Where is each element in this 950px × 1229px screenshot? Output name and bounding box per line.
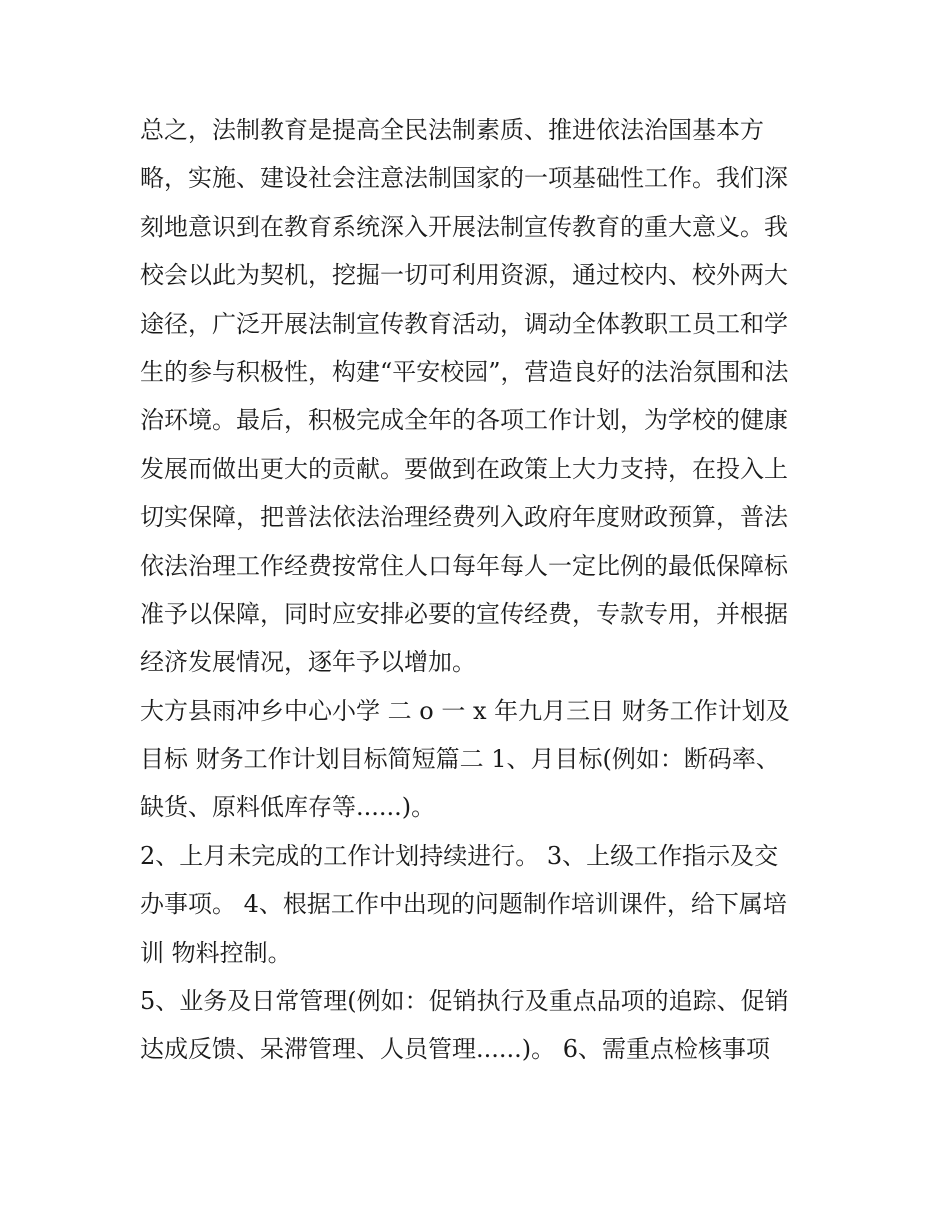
text-line: 校会以此为契机，挖掘一切可利用资源，通过校内、校外两大 <box>140 261 788 290</box>
text-line: 依法治理工作经费按常住人口每年每人一定比例的最低保障标 <box>140 551 788 580</box>
text-line: 缺货、原料低库存等......)。 <box>140 793 436 822</box>
text-line: 刻地意识到在教育系统深入开展法制宣传教育的重大意义。我 <box>140 212 788 241</box>
text-line: 切实保障，把普法依法治理经费列入政府年度财政预算，普法 <box>140 503 788 532</box>
text-line: 略，实施、建设社会注意法制国家的一项基础性工作。我们深 <box>140 164 788 193</box>
text-line: 训 物料控制。 <box>140 938 292 967</box>
text-line: 5、业务及日常管理(例如：促销执行及重点品项的追踪、促销 <box>140 987 789 1016</box>
text-line: 大方县雨冲乡中心小学 二 o 一 x 年九月三日 财务工作计划及 <box>140 696 790 725</box>
text-line: 治环境。最后，积极完成全年的各项工作计划，为学校的健康 <box>140 406 788 435</box>
text-line: 发展而做出更大的贡献。要做到在政策上大力支持，在投入上 <box>140 454 788 483</box>
paragraph-conclusion <box>140 106 830 687</box>
text-line: 达成反馈、呆滞管理、人员管理......)。 6、需重点检核事项 <box>140 1035 771 1064</box>
paragraph-signature-and-goals <box>140 687 830 832</box>
text-line: 准予以保障，同时应安排必要的宣传经费，专款专用，并根据 <box>140 599 788 628</box>
text-line: 生的参与积极性，构建“平安校园”，营造良好的法治氛围和法 <box>140 357 789 386</box>
text-line: 总之，法制教育是提高全民法制素质、推进依法治国基本方 <box>140 116 764 144</box>
text-line: 途径，广泛开展法制宣传教育活动，调动全体教职工员工和学 <box>140 309 788 338</box>
paragraph-items-2-4 <box>140 832 830 977</box>
paragraph-items-5-6 <box>140 977 830 1074</box>
document-body <box>140 106 830 1074</box>
text-line: 2、上月未完成的工作计划持续进行。 3、上级工作指示及交 <box>140 841 779 870</box>
text-line: 经济发展情况，逐年予以增加。 <box>140 648 476 677</box>
text-line: 目标 财务工作计划目标简短篇二 1、月目标(例如：断码率、 <box>140 745 780 774</box>
text-line: 办事项。 4、根据工作中出现的问题制作培训课件，给下属培 <box>140 890 787 919</box>
